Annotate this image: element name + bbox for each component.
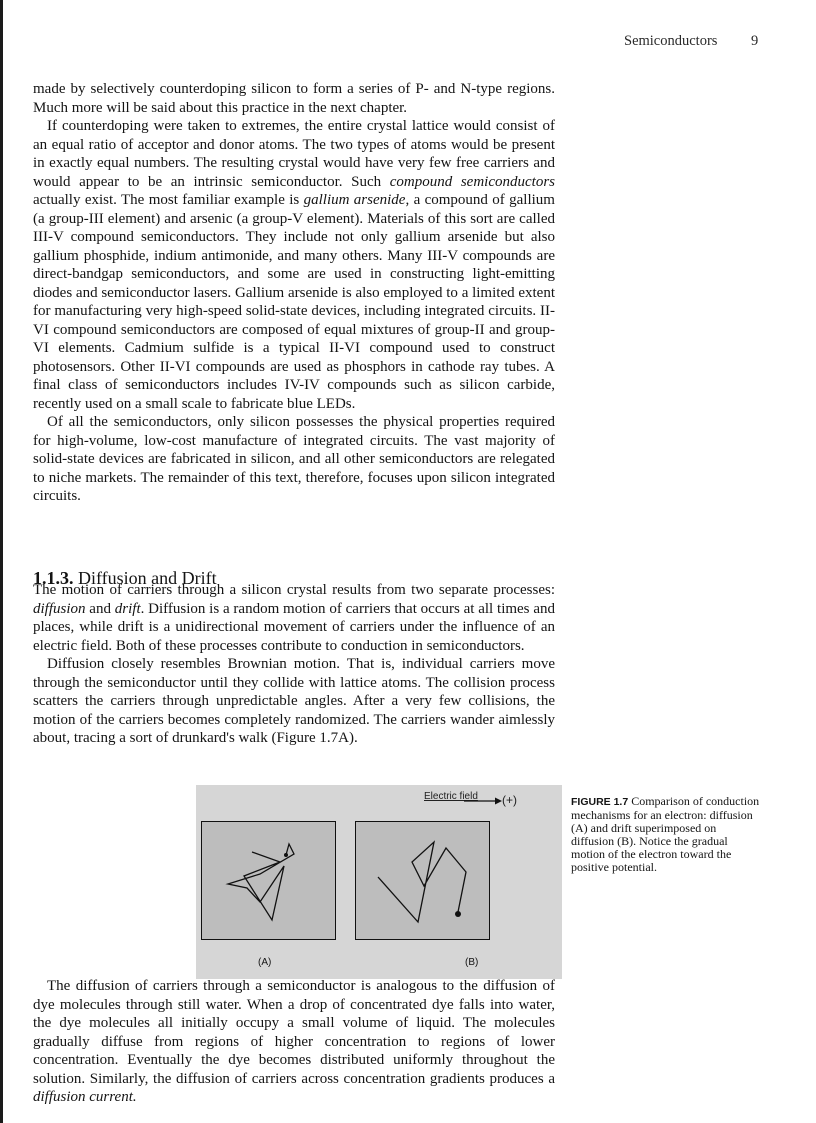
panel-a-label: (A) xyxy=(258,957,272,968)
paragraph: The diffusion of carriers through a semiconductor is analogous to the diffusion of dye molecules through still water. When a drop of concentrated dye falls into water, the dye molecules all initially occupy a small volume of liquid. The molecules gradually diffuse from regions of higher concentration to regions of lower concentration. Eventually the dye becomes distributed uniformly throughout the solution. Similarly, the diffusion of carriers across concentration gradients produces a diffusion current. xyxy=(33,978,555,1105)
term-emphasis: drift xyxy=(114,600,141,617)
paragraph: The motion of carriers through a silicon crystal results from two separate processes: diffusion and drift. Diffusion is a random motion of carriers that occurs at all times and places, while drift is a unidirectional movement of carriers under the influence of an electric field. Both of these processes contribute to conduction in semiconductors. xyxy=(33,582,555,654)
section-number: 1.1.3. xyxy=(33,567,74,588)
running-title: Semiconductors xyxy=(624,33,718,49)
paragraph: Diffusion closely resembles Brownian motion. That is, individual carriers move through the semiconductor until they collide with lattice atoms. The collision process scatters the carriers through unpredictable angles. After a very few collisions, the motion of the carriers becomes completely randomized. The carriers wander aimlessly about, tracing a sort of drunkard's walk (Figure 1.7A). xyxy=(33,656,555,746)
diffusion-panel xyxy=(201,821,336,940)
section-title: Diffusion and Drift xyxy=(78,567,217,588)
positive-potential-label: (+) xyxy=(502,793,517,807)
binding-edge xyxy=(0,0,3,1123)
panel-b-label: (B) xyxy=(465,957,479,968)
running-head xyxy=(624,33,759,50)
term-emphasis: gallium arsenide xyxy=(303,192,406,208)
term-emphasis: diffusion current. xyxy=(33,1089,137,1105)
page-number: 9 xyxy=(751,33,759,49)
drift-walk-path xyxy=(356,822,489,939)
paragraph: made by selectively counterdoping silicon to form a series of P- and N-type regions. Much more will be said about this practice in the next chapter. xyxy=(33,81,555,116)
caption-text: Comparison of conduction mechanisms for an electron: diffusion (A) and drift superimposed on diffusion (B). Notice the gradual motion of the electron toward the positive potential. xyxy=(571,794,760,874)
electric-field-arrow-icon xyxy=(464,797,502,805)
caption-label: FIGURE 1.7 xyxy=(571,796,629,808)
paragraph: Of all the semiconductors, only silicon possesses the physical properties required for high-volume, low-cost manufacture of integrated circuits. The vast majority of solid-state devices are fabricated in silicon, and all other semiconductors are relegated to niche markets. The remainder of this text, therefore, focuses upon silicon integrated circuits. xyxy=(33,414,555,504)
body-text-bottom xyxy=(33,977,555,1107)
figure-1-7 xyxy=(196,785,562,979)
drift-panel xyxy=(355,821,490,940)
term-emphasis: compound semiconductors xyxy=(389,173,555,190)
electric-field-label: Electric field xyxy=(424,791,478,802)
section-body xyxy=(33,581,555,748)
term-emphasis: diffusion xyxy=(33,600,86,617)
random-walk-path xyxy=(202,822,335,939)
body-text-top xyxy=(33,80,555,506)
paragraph: If counterdoping were taken to extremes, the entire crystal lattice would consist of an equal ratio of acceptor and donor atoms. The two types of atoms would be present in exactly equal numbers. The resulting crystal would have very few free carriers and would appear to be an intrinsic semiconductor. Such compound semiconductors actually exist. The most familiar example is gallium arsenide, a compound of gallium (a group-III element) and arsenic (a group-V element). Materials of this sort are called III-V compound semiconductors. They include not only gallium arsenide but also gallium phosphide, indium antimonide, and many others. Many III-V compounds are direct-bandgap semiconductors, and some are used in constructing light-emitting diodes and semiconductor lasers. Gallium arsenide is also employed to a limited extent for manufacturing very high-speed solid-state devices, including integrated circuits. II-VI compound semiconductors are composed of equal mixtures of group-II and group-VI elements. Cadmium sulfide is a typical II-VI compound used to construct photosensors. Other II-VI compounds are used as phosphors in cathode ray tubes. A final class of semiconductors includes IV-IV compounds such as silicon carbide, recently used on a small scale to fabricate blue LEDs. xyxy=(33,118,555,412)
figure-caption xyxy=(571,795,761,874)
